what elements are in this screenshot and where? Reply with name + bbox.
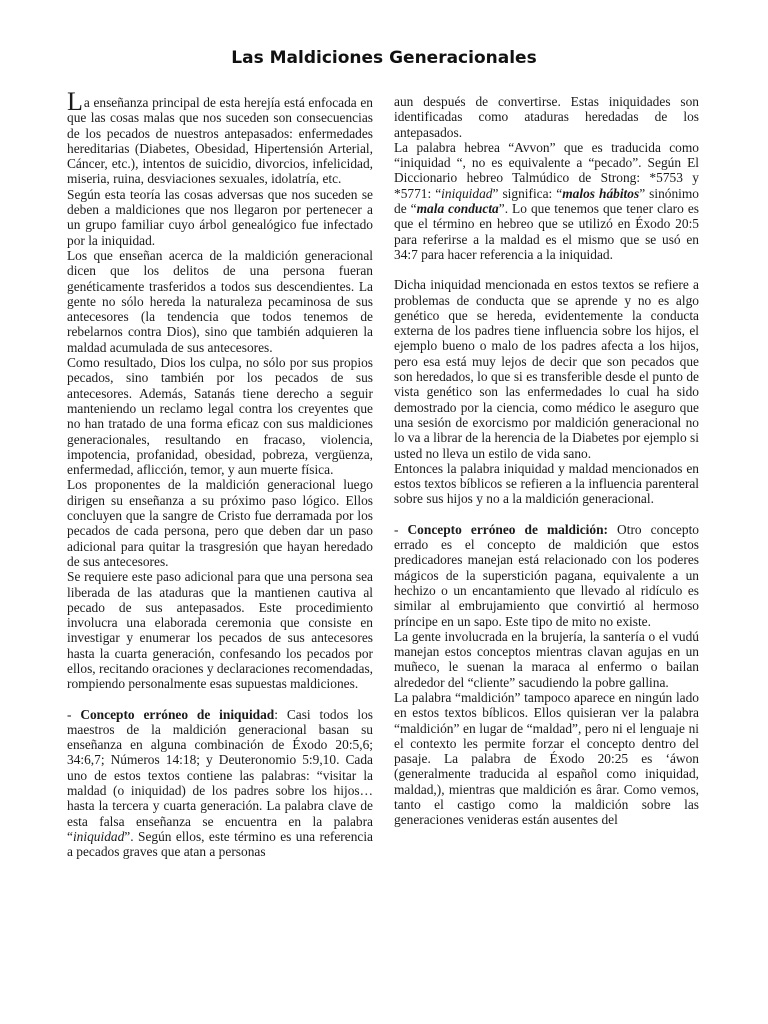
bold-italic-term: mala conducta: [416, 201, 499, 217]
left-column: [67, 87, 373, 860]
paragraph: La palabra “maldición” tampoco aparece en ningún lado en estos textos bíblicos. Ellos quisieran ver la palabra “maldición” en lugar de “maldad”, pero ni el lenguaje ni el contexto les permite forzar el concepto dentro del pasaje. La palabra de Éxodo 20:25 es ‘áwon (generalmente traducida al español como iniquidad, maldad,), mientras que maldición es ârar. Como vemos, tanto el castigo como la maldición sobre las generaciones venideras están ausentes del: [394, 689, 699, 828]
paragraph: Entonces la palabra iniquidad y maldad mencionados en estos textos bíblicos se refieren a la influencia parenteral sobre sus hijos y no a la maldición generacional.: [394, 460, 699, 507]
paragraph: Se requiere este paso adicional para que una persona sea liberada de las ataduras que la mantienen cautiva al pecado de sus antepasados. Este procedimiento involucra una elaborada ceremonia que consiste en investigar y enumerar los pecados de sus antecesores hasta la cuarta generación, confesando los pecados por ellos, recitando oraciones y declaraciones recomendadas, rompiendo personalmente esas supuestas maldiciones.: [67, 569, 373, 692]
dash: -: [67, 706, 81, 722]
paragraph: Como resultado, Dios los culpa, no sólo por sus propios pecados, sino también por los pecados de sus antecesores. Además, Satanás tiene derecho a seguir manteniendo un reclamo legal contra los creyentes que no han tratado de una forma eficaz con sus maldiciones generacionales, resultando en fracaso, violencia, impotencia, profanidad, obesidad, pobreza, vergüenza, enfermedad, aflicción, temor, y aun muerte física.: [67, 355, 373, 478]
paragraph-text: ”. Según ellos, este término es una referencia a pecados graves que atan a personas: [67, 828, 373, 860]
paragraph-text: a enseñanza principal de esta herejía está enfocada en que las cosas malas que nos suceden son consecuencias de los pecados de nuestros antepasados: enfermedades hereditarias (Diabetes, Obesidad, Hipertensión Arterial, Cáncer, etc.), intentos de suicidio, divorcios, infelicidad, miseria, ruina, desviaciones sexuales, idolatría, etc.: [67, 95, 373, 187]
section-paragraph: [394, 522, 699, 629]
section-heading: Concepto erróneo de iniquidad: [80, 706, 275, 722]
document-title: Las Maldiciones Generacionales: [231, 48, 537, 68]
right-column: [394, 94, 699, 828]
dash: -: [394, 521, 408, 537]
bold-italic-term: malos hábitos: [562, 185, 640, 201]
drop-cap: L: [67, 87, 83, 116]
paragraph-text: ” sinónimo de “: [394, 185, 699, 217]
paragraph-text: Otro concepto errado es el concepto de maldición que estos predicadores manejan está relacionado con los poderes mágicos de la superstición pagana, equivalente a un hechizo o un encantamiento que llevado al ridículo es similar al embrujamiento que convirtió al hermoso príncipe en un sapo. Este tipo de mito no existe.: [394, 521, 699, 629]
paragraph: [67, 87, 373, 187]
italic-term: iniquidad: [441, 185, 493, 201]
section-paragraph: [67, 707, 373, 860]
paragraph: La gente involucrada en la brujería, la santería o el vudú manejan estos conceptos mientras clavan agujas en un muñeco, le suenan la maraca al enfermo o bailan alrededor del “cliente” sacudiendo la pobre gallina.: [394, 628, 699, 690]
paragraph-text: ”. Lo que tenemos que tener claro es que el término en hebreo que se utilizó en Éxodo 20:5 para referirse a la maldad es el mismo que se usó en 34:7 para hacer referencia a la iniquidad.: [394, 201, 699, 262]
paragraph-text: : Casi todos los maestros de la maldición generacional basan su enseñanza en alguna combinación de Éxodo 20:5,6; 34:6,7; Números 14:18; y Deuteronomio 5:9,10. Cada uno de estos textos contiene las palabras: “visitar la maldad (o iniquidad) de los padres sobre los hijos…hasta la tercera y cuarta generación. La palabra clave de esta falsa enseñanza se encuentra en la palabra “: [67, 706, 373, 844]
section-heading: Concepto erróneo de maldición:: [407, 521, 608, 537]
paragraph-text: La palabra hebrea “Avvon” que es traducida como “iniquidad “, no es equivalente a “pecado”. Según El Diccionario hebreo Talmúdico de Strong: *5753 y *5771: “: [394, 139, 699, 201]
paragraph: Dicha iniquidad mencionada en estos textos se refiere a problemas de conducta que se aprende y no es algo genético que se hereda, evidentemente la conducta externa de los padres tiene influencia sobre los hijos, el ejemplo bueno o malo de los padres afecta a los hijos, pero esa está muy lejos de decir que son pecados que son heredados, lo que si es transferible desde el punto de vista genético son las enfermedades lo cual ha sido demostrado por la ciencia, como médico le aseguro que una sesión de exorcismo por maldición generacional no lo va a librar de la herencia de la Diabetes por ejemplo si usted no lleva un estilo de vida sano.: [394, 277, 699, 461]
italic-term: iniquidad: [72, 828, 125, 844]
paragraph: Según esta teoría las cosas adversas que nos suceden se deben a maldiciones que nos llegaron por pertenecer a un grupo familiar cuyo árbol genealógico fue infectado por la iniquidad.: [67, 186, 373, 248]
paragraph: [394, 140, 699, 262]
paragraph: Los proponentes de la maldición generacional luego dirigen su enseñanza a su próximo paso lógico. Ellos concluyen que la sangre de Cristo fue derramada por los pecados de cada persona, pero que deben dar un paso adicional para quitar la trasgresión que hayan heredado de sus antecesores.: [67, 477, 373, 569]
paragraph: Los que enseñan acerca de la maldición generacional dicen que los delitos de una persona fueran genéticamente trasferidos a todos sus descendientes. La gente no sólo hereda la naturaleza pecaminosa de sus antecesores (la tendencia que todos tenemos de rebelarnos contra Dios), sino que también adquieren la maldad acumulada de sus antecesores.: [67, 247, 373, 355]
paragraph: aun después de convertirse. Estas iniquidades son identificadas como ataduras heredadas de los antepasados.: [394, 94, 699, 140]
paragraph-text: ” significa: “: [492, 185, 563, 201]
